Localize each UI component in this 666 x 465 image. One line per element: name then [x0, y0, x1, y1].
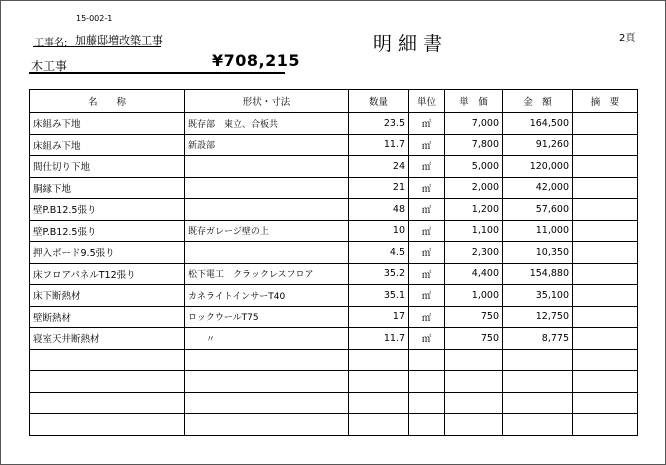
cell-spec: 新設部 [185, 134, 349, 156]
cell-amount [503, 414, 573, 436]
cell-unit: ㎡ [409, 220, 445, 242]
cell-name: 寝室天井断熱材 [30, 328, 185, 350]
cell-amount: 164,500 [503, 113, 573, 135]
cell-qty: 48 [349, 199, 409, 221]
cell-note [573, 392, 638, 414]
cell-price: 7,800 [445, 134, 503, 156]
cell-amount: 11,000 [503, 220, 573, 242]
table-row [30, 156, 638, 178]
cell-qty: 4.5 [349, 242, 409, 264]
table-row [30, 242, 638, 264]
table-row [30, 199, 638, 221]
table-row [30, 328, 638, 350]
cell-spec: 〃 [185, 328, 349, 350]
cell-amount: 8,775 [503, 328, 573, 350]
cell-unit: ㎡ [409, 285, 445, 307]
cell-qty [349, 349, 409, 371]
table-row [30, 349, 638, 371]
cell-price: 750 [445, 328, 503, 350]
cell-spec: 松下電工 クラックレスフロア [185, 263, 349, 285]
client-label: 工事名: [34, 38, 68, 49]
table-row [30, 113, 638, 135]
cell-unit: ㎡ [409, 113, 445, 135]
col-header-name: 名 称 [30, 90, 185, 113]
table-row [30, 285, 638, 307]
cell-qty: 17 [349, 306, 409, 328]
cell-amount: 91,260 [503, 134, 573, 156]
table-row [30, 177, 638, 199]
cell-qty: 21 [349, 177, 409, 199]
cell-price [445, 414, 503, 436]
cell-name: 胴縁下地 [30, 177, 185, 199]
cell-name: 壁断熱材 [30, 306, 185, 328]
cell-note [573, 328, 638, 350]
cell-spec [185, 242, 349, 264]
detail-table [29, 89, 638, 436]
category-label: 木工事 [31, 59, 68, 73]
cell-price: 1,200 [445, 199, 503, 221]
cell-unit [409, 349, 445, 371]
cell-name [30, 349, 185, 371]
cell-spec [185, 349, 349, 371]
cell-price: 4,400 [445, 263, 503, 285]
cell-price [445, 392, 503, 414]
cell-price: 1,000 [445, 285, 503, 307]
cell-name: 壁P.B12.5張り [30, 220, 185, 242]
cell-unit [409, 414, 445, 436]
detail-rows [30, 113, 638, 436]
cell-price: 1,100 [445, 220, 503, 242]
cell-price: 2,300 [445, 242, 503, 264]
cell-unit: ㎡ [409, 199, 445, 221]
cell-price: 750 [445, 306, 503, 328]
cell-spec [185, 156, 349, 178]
cell-note [573, 156, 638, 178]
cell-amount: 12,750 [503, 306, 573, 328]
table-row [30, 306, 638, 328]
cell-qty [349, 414, 409, 436]
cell-unit: ㎡ [409, 156, 445, 178]
cell-qty: 11.7 [349, 328, 409, 350]
col-header-price: 単 価 [445, 90, 503, 113]
cell-spec [185, 371, 349, 393]
cell-unit: ㎡ [409, 242, 445, 264]
cell-note [573, 349, 638, 371]
cell-unit: ㎡ [409, 328, 445, 350]
cell-qty: 11.7 [349, 134, 409, 156]
cell-spec [185, 177, 349, 199]
cell-note [573, 134, 638, 156]
table-row [30, 263, 638, 285]
cell-spec [185, 414, 349, 436]
cell-unit: ㎡ [409, 177, 445, 199]
cell-amount: 120,000 [503, 156, 573, 178]
cell-note [573, 242, 638, 264]
cell-qty: 35.2 [349, 263, 409, 285]
cell-name [30, 371, 185, 393]
col-header-qty: 数量 [349, 90, 409, 113]
cell-amount [503, 371, 573, 393]
cell-unit: ㎡ [409, 263, 445, 285]
table-row [30, 220, 638, 242]
cell-spec: ロックウールT75 [185, 306, 349, 328]
cell-name: 床組み下地 [30, 113, 185, 135]
cell-name [30, 392, 185, 414]
cell-spec [185, 199, 349, 221]
cell-unit: ㎡ [409, 306, 445, 328]
table-row [30, 371, 638, 393]
page-title: 明細書 [373, 33, 449, 55]
col-header-spec: 形状・寸法 [185, 90, 349, 113]
client-underline [33, 46, 161, 47]
cell-spec: カネライトインサーT40 [185, 285, 349, 307]
cell-unit [409, 392, 445, 414]
cell-price: 2,000 [445, 177, 503, 199]
cell-note [573, 263, 638, 285]
cell-name: 壁P.B12.5張り [30, 199, 185, 221]
cell-spec: 既存ガレージ壁の上 [185, 220, 349, 242]
client-name: 加藤邸増改築工事 [75, 34, 163, 47]
cell-name: 床組み下地 [30, 134, 185, 156]
cell-price [445, 371, 503, 393]
cell-name: 押入ボード9.5張り [30, 242, 185, 264]
cell-note [573, 177, 638, 199]
cell-qty [349, 392, 409, 414]
cell-qty: 35.1 [349, 285, 409, 307]
cell-name: 間仕切り下地 [30, 156, 185, 178]
cell-unit [409, 371, 445, 393]
table-row [30, 414, 638, 436]
col-header-note: 摘 要 [573, 90, 638, 113]
cell-price [445, 349, 503, 371]
document-code: 15-002-1 [76, 14, 113, 23]
cell-amount: 10,350 [503, 242, 573, 264]
cell-amount [503, 349, 573, 371]
cell-note [573, 199, 638, 221]
category-underline [29, 72, 285, 74]
cell-note [573, 220, 638, 242]
cell-amount: 35,100 [503, 285, 573, 307]
table-header-row [30, 90, 638, 113]
col-header-unit: 単位 [409, 90, 445, 113]
cell-spec [185, 392, 349, 414]
cell-qty: 10 [349, 220, 409, 242]
category-total: ¥708,215 [212, 51, 301, 70]
cell-note [573, 306, 638, 328]
cell-spec: 既存部 東立、合板共 [185, 113, 349, 135]
cell-note [573, 371, 638, 393]
cell-amount: 154,880 [503, 263, 573, 285]
cell-qty [349, 371, 409, 393]
cell-unit: ㎡ [409, 134, 445, 156]
cell-amount: 57,600 [503, 199, 573, 221]
cell-note [573, 414, 638, 436]
cell-amount: 42,000 [503, 177, 573, 199]
cell-qty: 24 [349, 156, 409, 178]
cell-amount [503, 392, 573, 414]
cell-name: 床下断熱材 [30, 285, 185, 307]
cell-name: 床フロアパネルT12張り [30, 263, 185, 285]
col-header-amount: 金 額 [503, 90, 573, 113]
table-row [30, 134, 638, 156]
cell-note [573, 285, 638, 307]
table-row [30, 392, 638, 414]
cell-note [573, 113, 638, 135]
cell-name [30, 414, 185, 436]
page-number: 2頁 [619, 33, 636, 44]
cell-price: 5,000 [445, 156, 503, 178]
cell-price: 7,000 [445, 113, 503, 135]
cell-qty: 23.5 [349, 113, 409, 135]
